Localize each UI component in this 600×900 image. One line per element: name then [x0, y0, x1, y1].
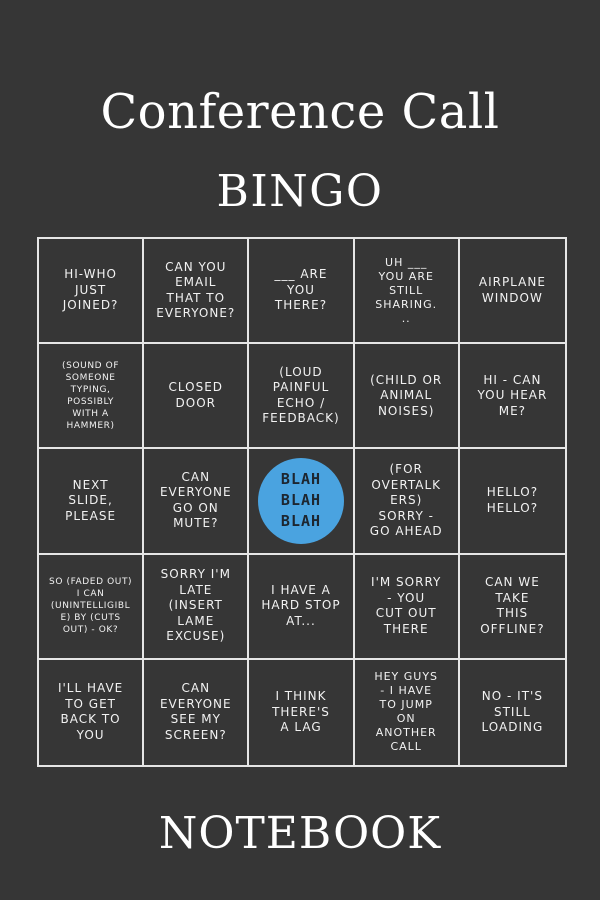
bingo-cell: HEY GUYS - I HAVE TO JUMP ON ANOTHER CALL — [355, 660, 460, 765]
title-line-2: BINGO — [216, 166, 384, 217]
bingo-cell: SO (FADED OUT) I CAN (UNINTELLIGIBL E) BY (CUTS OUT) - OK? — [39, 555, 144, 660]
bingo-cell: HELLO? HELLO? — [460, 449, 565, 554]
bingo-cell: I'M SORRY - YOU CUT OUT THERE — [355, 555, 460, 660]
bingo-cell: (LOUD PAINFUL ECHO / FEEDBACK) — [249, 344, 354, 449]
footer-label: NOTEBOOK — [158, 808, 442, 859]
bingo-cell: CAN YOU EMAIL THAT TO EVERYONE? — [144, 239, 249, 344]
bingo-cell: (SOUND OF SOMEONE TYPING, POSSIBLY WITH A HAMMER) — [39, 344, 144, 449]
bingo-cell: I THINK THERE'S A LAG — [249, 660, 354, 765]
title-line-1: Conference Call — [100, 84, 500, 140]
bingo-cell: (CHILD OR ANIMAL NOISES) — [355, 344, 460, 449]
bingo-grid — [37, 237, 567, 767]
bingo-cell: AIRPLANE WINDOW — [460, 239, 565, 344]
free-space-cell — [249, 449, 354, 554]
bingo-cell: HI - CAN YOU HEAR ME? — [460, 344, 565, 449]
free-space-badge: BLAH BLAH BLAH — [258, 458, 344, 544]
bingo-cell: CAN EVERYONE GO ON MUTE? — [144, 449, 249, 554]
bingo-cell: ___ ARE YOU THERE? — [249, 239, 354, 344]
bingo-cell: CAN EVERYONE SEE MY SCREEN? — [144, 660, 249, 765]
bingo-cell: I'LL HAVE TO GET BACK TO YOU — [39, 660, 144, 765]
bingo-cell: CLOSED DOOR — [144, 344, 249, 449]
bingo-cell: I HAVE A HARD STOP AT... — [249, 555, 354, 660]
bingo-cell: HI-WHO JUST JOINED? — [39, 239, 144, 344]
bingo-cell: NO - IT'S STILL LOADING — [481, 689, 544, 735]
bingo-cell: CAN WE TAKE THIS OFFLINE? — [460, 555, 565, 660]
bingo-cell: SORRY I'M LATE (INSERT LAME EXCUSE) — [144, 555, 249, 660]
bingo-cell: (FOR OVERTALK ERS) SORRY - GO AHEAD — [355, 449, 460, 554]
bingo-cell: NEXT SLIDE, PLEASE — [39, 449, 144, 554]
bingo-cell: UH ___ YOU ARE STILL SHARING. .. — [355, 239, 460, 344]
